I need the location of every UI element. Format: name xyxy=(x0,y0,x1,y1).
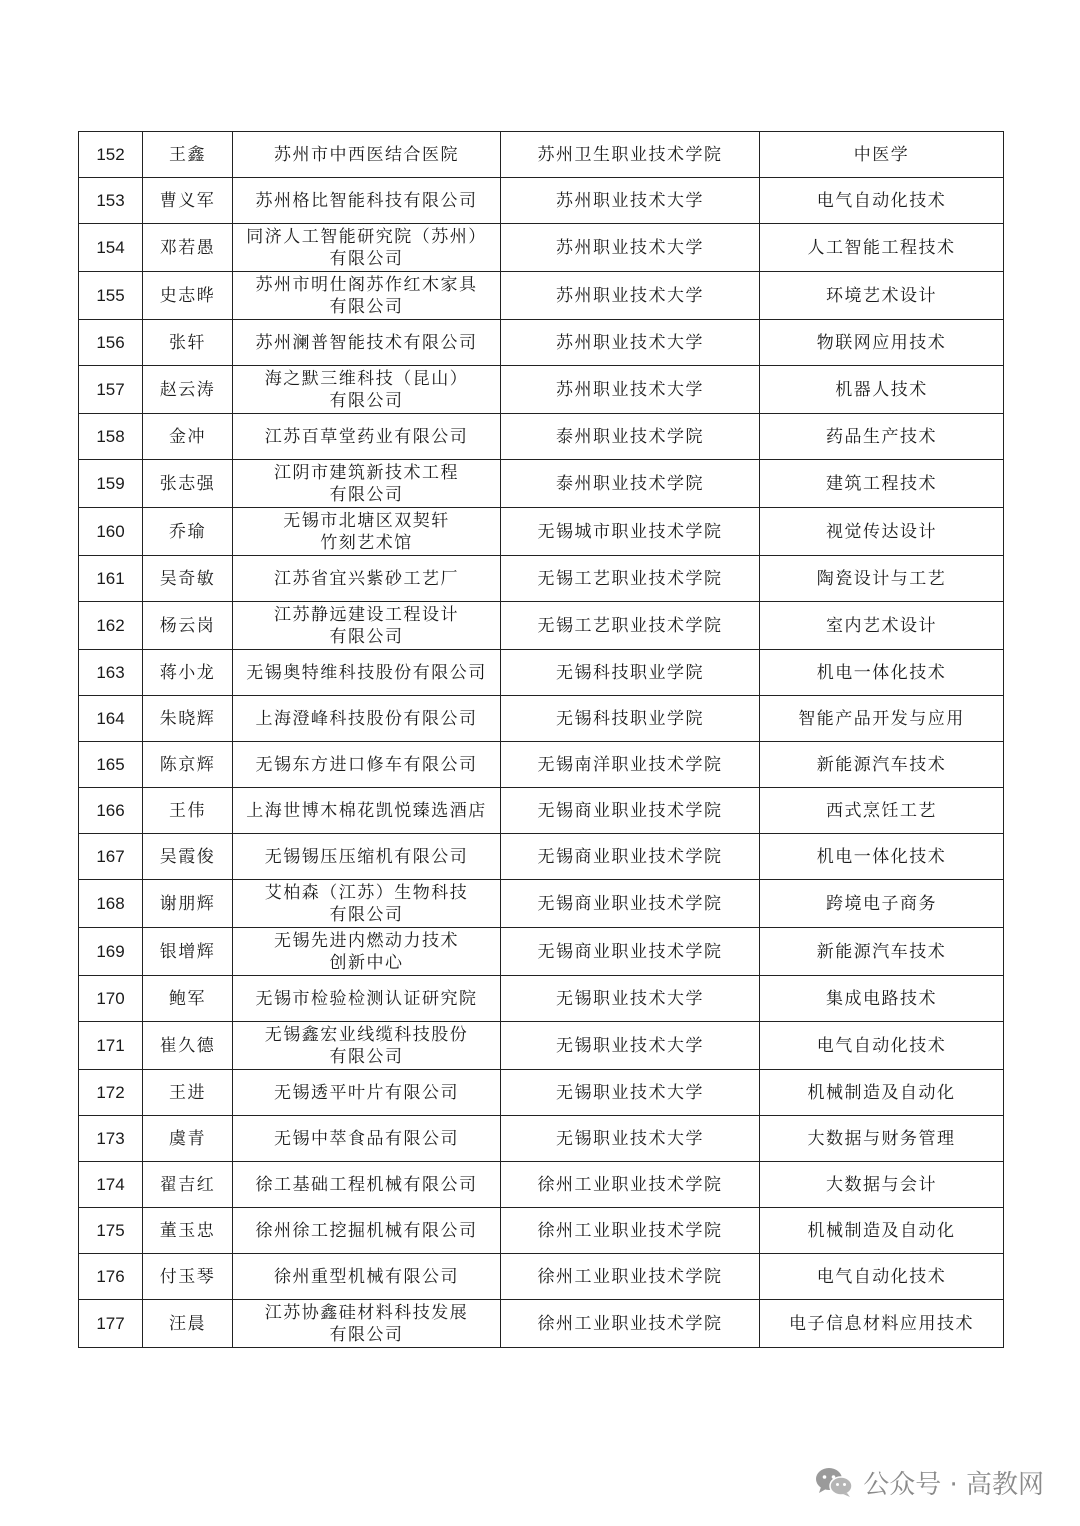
cell-school: 无锡科技职业学院 xyxy=(501,696,760,742)
cell-school: 无锡工艺职业技术学院 xyxy=(501,602,760,650)
employer-line: 有限公司 xyxy=(329,390,404,411)
cell-name: 崔久德 xyxy=(143,1022,233,1070)
cell-employer xyxy=(233,650,501,696)
employer-line: 有限公司 xyxy=(329,248,404,269)
cell-name: 朱晓辉 xyxy=(143,696,233,742)
table-row xyxy=(79,1300,1004,1348)
table-row xyxy=(79,650,1004,696)
cell-employer xyxy=(233,272,501,320)
cell-school: 无锡职业技术大学 xyxy=(501,1116,760,1162)
employer-line: 无锡先进内燃动力技术 xyxy=(274,930,459,951)
cell-major: 机电一体化技术 xyxy=(760,650,1004,696)
cell-employer xyxy=(233,178,501,224)
cell-name: 张志强 xyxy=(143,460,233,508)
cell-number: 157 xyxy=(79,366,143,414)
cell-number: 168 xyxy=(79,880,143,928)
cell-name: 鲍军 xyxy=(143,976,233,1022)
cell-number: 175 xyxy=(79,1208,143,1254)
cell-school: 苏州职业技术大学 xyxy=(501,178,760,224)
cell-name: 吴霞俊 xyxy=(143,834,233,880)
cell-number: 153 xyxy=(79,178,143,224)
cell-number: 164 xyxy=(79,696,143,742)
cell-name: 汪晨 xyxy=(143,1300,233,1348)
cell-major: 集成电路技术 xyxy=(760,976,1004,1022)
cell-number: 170 xyxy=(79,976,143,1022)
cell-employer xyxy=(233,696,501,742)
cell-number: 165 xyxy=(79,742,143,788)
cell-name: 史志晔 xyxy=(143,272,233,320)
cell-name: 王鑫 xyxy=(143,132,233,178)
cell-name: 吴奇敏 xyxy=(143,556,233,602)
cell-name: 谢朋辉 xyxy=(143,880,233,928)
cell-employer xyxy=(233,1022,501,1070)
cell-number: 166 xyxy=(79,788,143,834)
employer-line: 艾柏森（江苏）生物科技 xyxy=(264,882,469,903)
cell-employer xyxy=(233,556,501,602)
cell-school: 苏州职业技术大学 xyxy=(501,224,760,272)
employer-line: 有限公司 xyxy=(329,296,404,317)
cell-number: 162 xyxy=(79,602,143,650)
cell-school: 徐州工业职业技术学院 xyxy=(501,1300,760,1348)
employer-line: 有限公司 xyxy=(329,1046,404,1067)
cell-school: 无锡南洋职业技术学院 xyxy=(501,742,760,788)
employer-line: 上海世博木棉花凯悦臻选酒店 xyxy=(246,800,487,821)
cell-number: 155 xyxy=(79,272,143,320)
cell-employer xyxy=(233,460,501,508)
employer-line: 苏州市中西医结合医院 xyxy=(274,144,459,165)
cell-school: 无锡商业职业技术学院 xyxy=(501,880,760,928)
employer-line: 海之默三维科技（昆山） xyxy=(264,368,469,389)
cell-school: 徐州工业职业技术学院 xyxy=(501,1254,760,1300)
table-row xyxy=(79,742,1004,788)
employer-line: 苏州澜普智能技术有限公司 xyxy=(255,332,478,353)
table-row xyxy=(79,1116,1004,1162)
employer-line: 江阴市建筑新技术工程 xyxy=(274,462,459,483)
cell-number: 154 xyxy=(79,224,143,272)
cell-school: 徐州工业职业技术学院 xyxy=(501,1208,760,1254)
cell-school: 无锡科技职业学院 xyxy=(501,650,760,696)
cell-employer xyxy=(233,1300,501,1348)
cell-name: 张轩 xyxy=(143,320,233,366)
table-row xyxy=(79,1070,1004,1116)
cell-school: 泰州职业技术学院 xyxy=(501,414,760,460)
cell-major: 药品生产技术 xyxy=(760,414,1004,460)
employer-line: 无锡锡压压缩机有限公司 xyxy=(264,846,469,867)
cell-name: 虞青 xyxy=(143,1116,233,1162)
cell-number: 173 xyxy=(79,1116,143,1162)
cell-employer xyxy=(233,928,501,976)
cell-school: 无锡职业技术大学 xyxy=(501,1070,760,1116)
cell-employer xyxy=(233,366,501,414)
watermark xyxy=(815,1460,1044,1504)
cell-number: 160 xyxy=(79,508,143,556)
employer-line: 有限公司 xyxy=(329,1324,404,1345)
cell-number: 152 xyxy=(79,132,143,178)
cell-school: 无锡工艺职业技术学院 xyxy=(501,556,760,602)
cell-name: 赵云涛 xyxy=(143,366,233,414)
cell-number: 172 xyxy=(79,1070,143,1116)
cell-name: 董玉忠 xyxy=(143,1208,233,1254)
employer-line: 同济人工智能研究院（苏州） xyxy=(246,226,487,247)
table-row xyxy=(79,880,1004,928)
cell-employer xyxy=(233,602,501,650)
cell-employer xyxy=(233,1162,501,1208)
cell-major: 机器人技术 xyxy=(760,366,1004,414)
table-row xyxy=(79,1208,1004,1254)
cell-major: 新能源汽车技术 xyxy=(760,928,1004,976)
table-row xyxy=(79,556,1004,602)
employer-line: 江苏协鑫硅材料科技发展 xyxy=(264,1302,469,1323)
employer-line: 上海澄峰科技股份有限公司 xyxy=(255,708,478,729)
cell-number: 177 xyxy=(79,1300,143,1348)
cell-number: 174 xyxy=(79,1162,143,1208)
cell-major: 西式烹饪工艺 xyxy=(760,788,1004,834)
cell-major: 中医学 xyxy=(760,132,1004,178)
cell-name: 银增辉 xyxy=(143,928,233,976)
cell-major: 环境艺术设计 xyxy=(760,272,1004,320)
cell-major: 室内艺术设计 xyxy=(760,602,1004,650)
table-row xyxy=(79,1254,1004,1300)
table-row xyxy=(79,1022,1004,1070)
cell-name: 陈京辉 xyxy=(143,742,233,788)
cell-name: 邓若愚 xyxy=(143,224,233,272)
cell-number: 176 xyxy=(79,1254,143,1300)
table-row xyxy=(79,414,1004,460)
table-row xyxy=(79,976,1004,1022)
employer-line: 苏州格比智能科技有限公司 xyxy=(255,190,478,211)
cell-major: 智能产品开发与应用 xyxy=(760,696,1004,742)
cell-number: 171 xyxy=(79,1022,143,1070)
cell-employer xyxy=(233,1208,501,1254)
cell-employer xyxy=(233,320,501,366)
cell-school: 泰州职业技术学院 xyxy=(501,460,760,508)
awardee-table xyxy=(78,131,1004,1348)
employer-line: 无锡中萃食品有限公司 xyxy=(274,1128,459,1149)
employer-line: 无锡东方进口修车有限公司 xyxy=(255,754,478,775)
employer-line: 有限公司 xyxy=(329,484,404,505)
cell-major: 物联网应用技术 xyxy=(760,320,1004,366)
watermark-text: 公众号 · 高教网 xyxy=(863,1469,1044,1500)
table-body xyxy=(79,132,1004,1348)
table-row xyxy=(79,834,1004,880)
cell-name: 翟吉红 xyxy=(143,1162,233,1208)
employer-line: 江苏百草堂药业有限公司 xyxy=(264,426,469,447)
employer-line: 竹刻艺术馆 xyxy=(320,532,413,553)
cell-name: 乔瑜 xyxy=(143,508,233,556)
cell-name: 金冲 xyxy=(143,414,233,460)
cell-employer xyxy=(233,742,501,788)
table-row xyxy=(79,602,1004,650)
table-row xyxy=(79,788,1004,834)
employer-line: 徐州徐工挖掘机械有限公司 xyxy=(255,1220,478,1241)
cell-employer xyxy=(233,1070,501,1116)
table-row xyxy=(79,928,1004,976)
cell-number: 167 xyxy=(79,834,143,880)
cell-employer xyxy=(233,1116,501,1162)
cell-name: 曹义军 xyxy=(143,178,233,224)
cell-number: 159 xyxy=(79,460,143,508)
cell-major: 大数据与财务管理 xyxy=(760,1116,1004,1162)
cell-major: 电气自动化技术 xyxy=(760,1254,1004,1300)
employer-line: 有限公司 xyxy=(329,904,404,925)
table-row xyxy=(79,508,1004,556)
cell-employer xyxy=(233,834,501,880)
cell-name: 蒋小龙 xyxy=(143,650,233,696)
cell-employer xyxy=(233,976,501,1022)
employer-line: 创新中心 xyxy=(329,952,404,973)
table-row xyxy=(79,178,1004,224)
table-row xyxy=(79,366,1004,414)
cell-major: 大数据与会计 xyxy=(760,1162,1004,1208)
cell-school: 无锡商业职业技术学院 xyxy=(501,834,760,880)
cell-major: 新能源汽车技术 xyxy=(760,742,1004,788)
cell-major: 陶瓷设计与工艺 xyxy=(760,556,1004,602)
cell-school: 苏州职业技术大学 xyxy=(501,272,760,320)
cell-name: 杨云岗 xyxy=(143,602,233,650)
cell-employer xyxy=(233,414,501,460)
cell-employer xyxy=(233,508,501,556)
employer-line: 苏州市明仕阁苏作红木家具 xyxy=(255,274,478,295)
cell-school: 无锡职业技术大学 xyxy=(501,976,760,1022)
cell-school: 无锡职业技术大学 xyxy=(501,1022,760,1070)
table-row xyxy=(79,1162,1004,1208)
table-row xyxy=(79,460,1004,508)
employer-line: 无锡鑫宏业线缆科技股份 xyxy=(264,1024,469,1045)
cell-name: 王进 xyxy=(143,1070,233,1116)
cell-number: 169 xyxy=(79,928,143,976)
table-row xyxy=(79,272,1004,320)
table-row xyxy=(79,132,1004,178)
cell-school: 苏州职业技术大学 xyxy=(501,366,760,414)
cell-name: 王伟 xyxy=(143,788,233,834)
cell-major: 电气自动化技术 xyxy=(760,178,1004,224)
cell-major: 电气自动化技术 xyxy=(760,1022,1004,1070)
employer-line: 无锡奥特维科技股份有限公司 xyxy=(246,662,487,683)
cell-employer xyxy=(233,132,501,178)
cell-major: 人工智能工程技术 xyxy=(760,224,1004,272)
employer-line: 徐工基础工程机械有限公司 xyxy=(255,1174,478,1195)
cell-number: 158 xyxy=(79,414,143,460)
cell-number: 156 xyxy=(79,320,143,366)
cell-school: 苏州职业技术大学 xyxy=(501,320,760,366)
employer-line: 徐州重型机械有限公司 xyxy=(274,1266,459,1287)
cell-number: 161 xyxy=(79,556,143,602)
cell-number: 163 xyxy=(79,650,143,696)
table-row xyxy=(79,320,1004,366)
table-row xyxy=(79,224,1004,272)
cell-school: 苏州卫生职业技术学院 xyxy=(501,132,760,178)
wechat-icon xyxy=(815,1466,853,1498)
cell-employer xyxy=(233,1254,501,1300)
employer-line: 无锡市北塘区双契轩 xyxy=(283,510,450,531)
cell-school: 徐州工业职业技术学院 xyxy=(501,1162,760,1208)
employer-line: 有限公司 xyxy=(329,626,404,647)
cell-employer xyxy=(233,224,501,272)
cell-major: 视觉传达设计 xyxy=(760,508,1004,556)
cell-major: 建筑工程技术 xyxy=(760,460,1004,508)
table-row xyxy=(79,696,1004,742)
employer-line: 无锡透平叶片有限公司 xyxy=(274,1082,459,1103)
employer-line: 江苏省宜兴紫砂工艺厂 xyxy=(274,568,459,589)
cell-major: 机电一体化技术 xyxy=(760,834,1004,880)
cell-school: 无锡商业职业技术学院 xyxy=(501,788,760,834)
cell-name: 付玉琴 xyxy=(143,1254,233,1300)
cell-major: 机械制造及自动化 xyxy=(760,1208,1004,1254)
cell-school: 无锡商业职业技术学院 xyxy=(501,928,760,976)
cell-major: 机械制造及自动化 xyxy=(760,1070,1004,1116)
employer-line: 无锡市检验检测认证研究院 xyxy=(255,988,478,1009)
cell-major: 电子信息材料应用技术 xyxy=(760,1300,1004,1348)
employer-line: 江苏静远建设工程设计 xyxy=(274,604,459,625)
cell-employer xyxy=(233,880,501,928)
cell-school: 无锡城市职业技术学院 xyxy=(501,508,760,556)
cell-major: 跨境电子商务 xyxy=(760,880,1004,928)
cell-employer xyxy=(233,788,501,834)
